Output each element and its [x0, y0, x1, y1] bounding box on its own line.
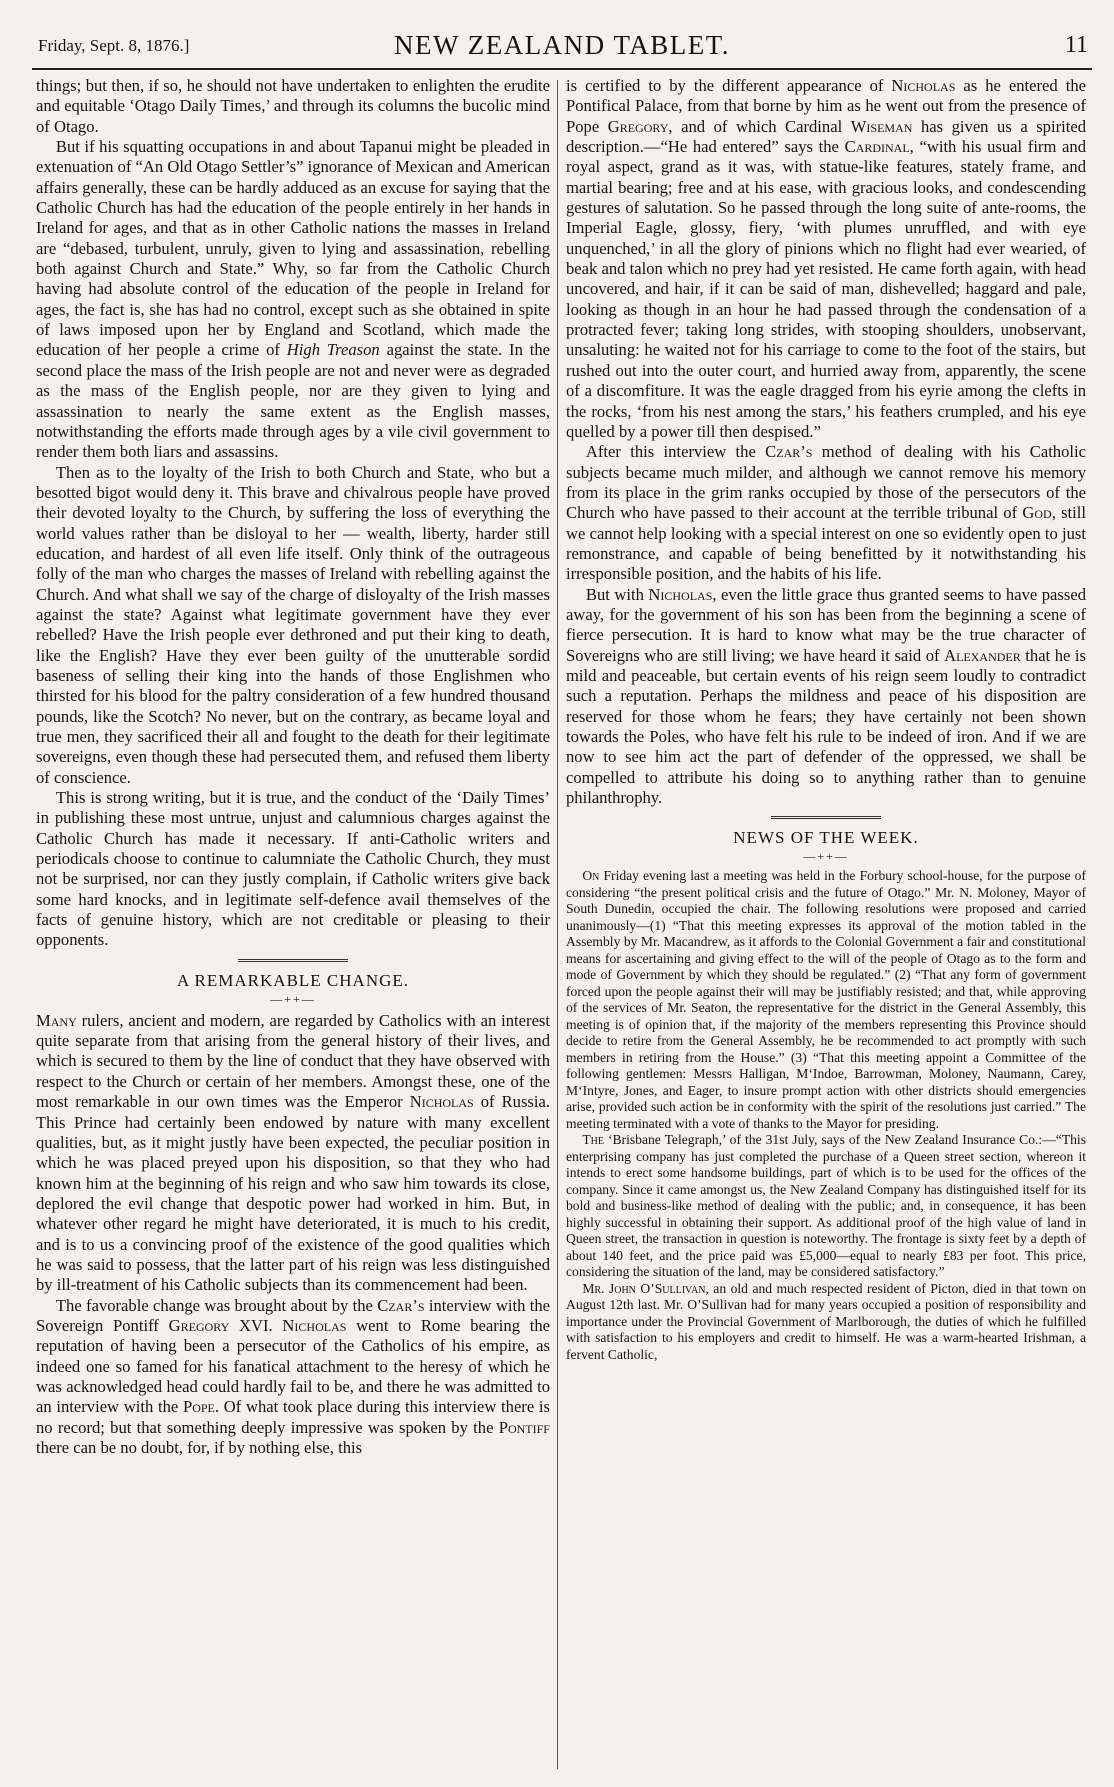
- paragraph-text: “with his usual firm and royal aspect, grand as it was, with statue-like features, stately frame, and martial bearing; free and at his ease, with gracious looks, and condescending gestures of salutation. So he passed through the long suite of ante-rooms, the Imperial Eagle, glossy, fiery, ‘with plumes unruffled, and with eye unquenched,’ in all the glory of pinions which no flight had ever wearied, of beak and talon which no prey had yet resisted. He came forth again, with head uncovered, and hair, if it can be said of man, dishevelled; haggard and pale, looking as though in an hour he had passed through the condensation of a protracted fever; taking long strides, with stooping shoulders, unobservant, unsaluting: he waited not for his carriage to come to the foot of the stairs, but rushed out into the outer court, and hurried away from, apparently, the scene of a discomfiture. It was the eagle dragged from his eyrie among the clefts in the rocks, ‘from his nest among the stars,’ his feathers crumpled, and his eye quelled by a power till then despised.”: [566, 137, 1086, 441]
- small-caps-name: Alexander: [944, 645, 1021, 665]
- paragraph-text: Of what took place during this interview there is no record; but that something deeply impressive was spoken by the: [36, 1397, 550, 1437]
- article-paragraph: [566, 76, 1086, 442]
- paragraph-text: rulers, ancient and modern, are regarded by Catholics with an interest quite separate from that arising from the general history of their lives, and which is secured to them by the line of conduct that they have observed with respect to the Church or certain of her members. Amongst these, one of the most remarkable in our own times was the Emperor: [36, 1010, 550, 1112]
- paragraph-text: interview with the Sovereign Pontiff: [36, 1295, 550, 1335]
- section-heading: [566, 816, 1086, 864]
- paragraph-text: against the state. In the second place the mass of the Irish people are not and never were as degraded as the mass of the English people, nor are they given to lying and assassination to nearly the same extent as the English masses, notwithstanding the efforts made through ages by a vile civil government to render them both liars and assassins.: [36, 340, 550, 462]
- article-paragraph: This is strong writing, but it is true, and the conduct of the ‘Daily Times’ in publishing these most untrue, unjust and calumnious charges against the Catholic Church has made it necessary. If anti-Catholic writers and periodicals choose to continue to calumniate the Catholic Church, they must not be surprised, nor can they justly complain, if Catholic writers give back some hard knocks, and in legitimate self-defence avail themselves of the facts of genuine history, which are not creditable or pleasing to their opponents.: [36, 788, 550, 950]
- small-caps-name: God,: [1022, 503, 1056, 523]
- article-paragraph: things; but then, if so, he should not have undertaken to enlighten the erudite and equitable ‘Otago Daily Times,’ and through its columns the bucolic mind of Otago.: [36, 76, 550, 136]
- news-item: [566, 1281, 1086, 1364]
- small-caps-name: Gregory,: [607, 116, 673, 136]
- left-column: [36, 76, 550, 1779]
- small-caps-name: Nicholas: [891, 76, 956, 95]
- small-caps-name: Wiseman: [850, 116, 913, 136]
- lead-word: On: [582, 868, 600, 884]
- columns: [32, 76, 1092, 1779]
- heading-text: A REMARKABLE CHANGE.: [176, 970, 410, 990]
- small-caps-name: Nicholas: [282, 1315, 347, 1335]
- small-caps-name: Cardinal,: [844, 137, 914, 157]
- article-paragraph: Then as to the loyalty of the Irish to both Church and State, who but a besotted bigot would deny it. This brave and chivalrous people have proved their devoted loyalty to the Church, by suffering the loss of everything the world values rather than be disloyal to her — wealth, liberty, harder still education, and hardest of all even life itself. Only think of the outrageous folly of the man who charges the masses of Ireland with rebelling against the Church. And what shall we say of the charge of disloyalty of the Irish masses against the state? Against what legitimate government have they ever rebelled? Have the Irish people ever dethroned and put their king to death, like the English? Have they ever been guilty of the unutterable sordid baseness of selling their king into the hands of those Englishmen who thirsted for his blood for the paltry consideration of a few hundred thousand pounds, like the Scotch? No never, but on the contrary, as became loyal and true men, they sacrificed their all and fought to the death for their legitimate sovereigns, even though these had persecuted them, and refused them liberty of conscience.: [36, 462, 550, 787]
- newspaper-title: NEW ZEALAND TABLET.: [393, 30, 731, 60]
- small-caps-name: Czar’s: [377, 1295, 425, 1315]
- heading-ornament: —++—: [803, 849, 849, 864]
- small-caps-name: Pontiff: [498, 1417, 550, 1437]
- small-caps-name: Nicholas: [409, 1092, 474, 1112]
- small-caps-name: Pope.: [182, 1397, 220, 1417]
- paragraph-text: The favorable change was brought about by the: [55, 1295, 378, 1315]
- small-caps-name: Nicholas,: [648, 584, 717, 604]
- heading-ornament: —++—: [270, 991, 316, 1006]
- paragraph-text: After this interview the: [585, 442, 766, 462]
- paragraph-text: went to Rome bearing the reputation of having been a persecutor of the Catholics of his empire, as indeed one so famed for his fanatical attachment to the heresy of which he was acknowledged head could hardly fail to be, and there he was admitted to an interview with the: [36, 1315, 550, 1417]
- right-column: [566, 76, 1086, 1779]
- heading-rule: [238, 959, 348, 965]
- paragraph-text: even the little grace thus granted seems to have passed away, for the government of his son has been from the beginning a scene of fierce persecution. It is hard to know what may be the true character of Sovereigns who are still living; we have heard it said of: [566, 584, 1086, 665]
- paragraph-text: there can be no doubt, for, if by nothing else, this: [36, 1438, 363, 1457]
- column-divider: [557, 80, 558, 1769]
- paragraph-text: and of which Cardinal: [672, 116, 851, 136]
- article-paragraph: [36, 137, 550, 463]
- page-number: 11: [1064, 32, 1088, 58]
- article-paragraph: [566, 585, 1086, 809]
- heading-rule: [771, 816, 881, 822]
- paragraph-text: has given us a spirited description.—“He had entered” says the: [566, 116, 1086, 157]
- news-item: [566, 868, 1086, 1132]
- paragraph-text: But if his squatting occupations in and about Tapanui might be pleaded in extenuation of “An Old Otago Settler’s” ignorance of Mexican and American affairs generally, these can be hardly adduced as an excuse for saying that the Catholic Church has had the education of the people entirely in her hands in Ireland for ages, and that as in other Catholic nations the masses in Ireland are “debased, turbulent, unruly, given to lying and assassination, rebelling both against Church and State.” Why, so far from the Catholic Church having had absolute control of the education of the people in Ireland for ages, the fact is, she has had no control, except such as she obtained in spite of laws imposed upon her by England and Scotland, which made the education of her people a crime of: [36, 137, 550, 360]
- news-item: [566, 1132, 1086, 1281]
- paragraph-text: ‘Brisbane Telegraph,’ of the 31st July, says of the New Zealand Insurance Co.:—“This enterprising company has just completed the purchase of a Queen street section, whereon it intends to erect some handsome buildings, part of which is to be used for the offices of the company. Since it came amongst us, the New Zealand Company has distinguished itself for its bold and business-like method of dealing with the public; and, in consequence, it has been highly successful in obtaining their support. As additional proof of the high value of land in Queen street, the transaction in question is noteworthy. The frontage is sixty feet by a depth of about 140 feet, and the price paid was £5,000—equal to nearly £83 per foot. This price, considering the situation of the land, may be considered satisfactory.”: [566, 1132, 1086, 1280]
- heading-text: NEWS OF THE WEEK.: [733, 828, 919, 848]
- paragraph-text: as he entered the Pontifical Palace, from that borne by him as he went out from the presence of Pope: [566, 76, 1086, 136]
- lead-word: Many: [36, 1010, 77, 1030]
- italic-text: High Treason: [286, 340, 380, 360]
- article-paragraph: [36, 1296, 550, 1459]
- article-paragraph: [566, 442, 1086, 584]
- paragraph-text: of Russia. This Prince had certainly been endowed by nature with many excellent qualities, but, as it might justly have been expected, the peculiar position in which he was placed preyed upon his disposition, so that they who had known him at the beginning of his reign and who saw him towards its close, deplored the evil change that despotic power had worked in him. But, in whatever other regard he might have deteriorated, it is much to his credit, and is to us a convincing proof of the existence of the good qualities which he was said to possess, that the latter part of his reign was less distinguished by ill-treatment of his Catholic subjects than its commencement had been.: [36, 1092, 550, 1295]
- paragraph-text: Friday evening last a meeting was held in the Forbury school-house, for the purpose of considering “the present political crisis and the future of Otago.” Mr. N. Moloney, Mayor of South Dunedin, occupied the chair. The following resolutions were proposed and carried unanimously—(1) “That this meeting expresses its approval of the motion tabled in the Assembly by Mr. Macandrew, as it affords to the Colonial Government a fair and constitutional means for ascertaining and giving effect to the will of the people of Otago as to the form and mode of Government by which they should be regulated.” (2) “That any form of government forced upon the people against their will may be justifiably resisted; and that, while approving of the services of Mr. Seaton, the representative for the district in the General Assembly, this meeting is of opinion that, if the majority of the members representing this Province should decide to retire from the General Assembly, he be recommended to act promptly with such members in retiring from the House.” (3) “That this meeting appoint a Committee of the following gentlemen: Messrs Halligan, M‘Indoe, Barrowman, Moloney, Naumann, Carey, M‘Intyre, Jones, and Eager, to insure prompt action with other districts should emergencies arise, provided such action be in conformity with the spirit of the resolutions just carried.” The meeting terminated with a vote of thanks to the Mayor for presiding.: [566, 868, 1086, 1131]
- paragraph-text: But with: [585, 584, 649, 604]
- section-heading: [36, 959, 550, 1007]
- paragraph-text: is certified to by the different appearance of: [566, 76, 892, 95]
- masthead: [32, 28, 1092, 70]
- article-paragraph: [36, 1011, 550, 1296]
- paragraph-text: an old and much respected resident of Picton, died in that town on August 12th last. Mr. O’Sullivan had for many years occupied a position of responsibility and importance under the Provincial Government of Marlborough, the duties of which he fulfilled with satisfaction to his employers and credit to himself. He was a warm-hearted Irishman, a fervent Catholic,: [566, 1280, 1086, 1362]
- lead-word: Mr. John O’Sullivan,: [582, 1280, 709, 1296]
- issue-date: Friday, Sept. 8, 1876.]: [38, 36, 190, 55]
- paragraph-text: that he is mild and peaceable, but certain events of his reign seem loudly to contradict such a reputation. Perhaps the mildness and peace of his disposition are reserved for those whom he fears; they have certainly not been shown towards the Poles, who have felt his rule to be indeed of iron. And if we are now to see him act the part of defender of the oppressed, we shall be compelled to attribute his doing so to anything rather than to genuine philanthrophy.: [566, 645, 1086, 808]
- lead-word: The: [582, 1132, 604, 1148]
- small-caps-name: Gregory XVI.: [168, 1315, 273, 1335]
- paragraph-text: method of dealing with his Catholic subjects became much milder, and although we cannot remove his memory from its place in the grim ranks occupied by those of the persecutors of the Church who have passed to their account at the terrible tribunal of: [566, 442, 1086, 523]
- small-caps-name: Czar’s: [765, 442, 813, 462]
- paragraph-text: still we cannot help looking with a special interest on one so evidently open to just remonstrance, and capable of being benefitted by it notwithstanding his irresponsible position, and the habits of his life.: [566, 503, 1086, 584]
